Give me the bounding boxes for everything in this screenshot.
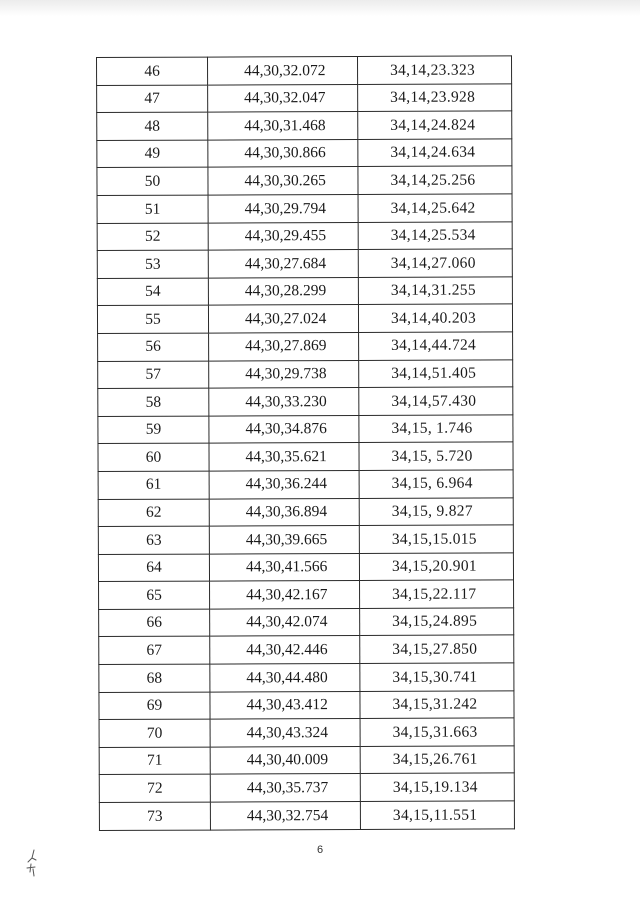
table-row — [99, 691, 514, 720]
coordinate-y-cell: 34,15,24.895 — [360, 608, 514, 636]
table-row — [99, 580, 514, 609]
point-number-cell: 50 — [97, 167, 208, 195]
point-number-cell: 51 — [97, 195, 208, 223]
coordinate-y-cell: 34,14,24.824 — [358, 111, 512, 139]
coordinate-x-cell: 44,30,36.894 — [209, 498, 359, 526]
coordinate-x-cell: 44,30,42.074 — [210, 608, 360, 636]
table-row — [98, 359, 513, 388]
table-row — [98, 470, 513, 499]
table-row — [97, 166, 512, 195]
point-number-cell: 62 — [98, 499, 209, 527]
point-number-cell: 65 — [99, 581, 210, 609]
table-row — [98, 332, 513, 361]
coordinate-x-cell: 44,30,32.072 — [208, 56, 358, 84]
coordinate-y-cell: 34,14,25.642 — [358, 194, 512, 222]
coordinate-x-cell: 44,30,41.566 — [209, 553, 359, 581]
table-row — [98, 553, 513, 582]
coordinate-x-cell: 44,30,29.738 — [209, 360, 359, 388]
coordinate-y-cell: 34,14,57.430 — [359, 387, 513, 415]
coordinate-y-cell: 34,14,44.724 — [359, 332, 513, 360]
point-number-cell: 52 — [97, 223, 208, 251]
coordinate-x-cell: 44,30,39.665 — [209, 526, 359, 554]
table-row — [97, 194, 512, 223]
point-number-cell: 66 — [99, 609, 210, 637]
coordinate-y-cell: 34,14,24.634 — [358, 139, 512, 167]
table-row — [98, 497, 513, 526]
table-row — [99, 635, 514, 664]
table-row — [98, 415, 513, 444]
coordinates-table-body — [97, 56, 515, 830]
table-row — [97, 221, 512, 250]
coordinate-x-cell: 44,30,30.265 — [208, 167, 358, 195]
coordinate-x-cell: 44,30,40.009 — [210, 746, 360, 774]
table-row — [98, 387, 513, 416]
coordinate-x-cell: 44,30,27.684 — [208, 250, 358, 278]
coordinate-y-cell: 34,15,27.850 — [360, 635, 514, 663]
coordinate-y-cell: 34,15, 9.827 — [359, 497, 513, 525]
coordinate-x-cell: 44,30,31.468 — [208, 112, 358, 140]
point-number-cell: 54 — [97, 278, 208, 306]
coordinates-table — [96, 55, 515, 830]
coordinate-y-cell: 34,14,23.323 — [358, 56, 512, 84]
table-row — [97, 56, 512, 85]
table-row — [97, 277, 512, 306]
point-number-cell: 73 — [99, 802, 210, 830]
point-number-cell: 61 — [98, 471, 209, 499]
point-number-cell: 67 — [99, 637, 210, 665]
coordinate-x-cell: 44,30,27.024 — [208, 305, 358, 333]
coordinate-x-cell: 44,30,43.412 — [210, 691, 360, 719]
coordinate-x-cell: 44,30,36.244 — [209, 470, 359, 498]
coordinate-y-cell: 34,14,40.203 — [358, 304, 512, 332]
table-row — [99, 663, 514, 692]
table-row — [98, 442, 513, 471]
coordinate-y-cell: 34,15, 6.964 — [359, 470, 513, 498]
table-row — [98, 525, 513, 554]
point-number-cell: 72 — [99, 775, 210, 803]
coordinate-y-cell: 34,14,27.060 — [358, 249, 512, 277]
coordinate-x-cell: 44,30,43.324 — [210, 719, 360, 747]
point-number-cell: 68 — [99, 664, 210, 692]
coordinate-y-cell: 34,15,31.242 — [360, 691, 514, 719]
coordinate-x-cell: 44,30,28.299 — [208, 277, 358, 305]
point-number-cell: 57 — [98, 361, 209, 389]
coordinate-x-cell: 44,30,27.869 — [209, 332, 359, 360]
coordinate-y-cell: 34,15,11.551 — [360, 801, 514, 829]
coordinate-y-cell: 34,15, 5.720 — [359, 442, 513, 470]
table-row — [99, 608, 514, 637]
coordinate-y-cell: 34,15,19.134 — [360, 773, 514, 801]
coordinate-x-cell: 44,30,42.167 — [210, 581, 360, 609]
coordinate-x-cell: 44,30,34.876 — [209, 415, 359, 443]
coordinate-y-cell: 34,15, 1.746 — [359, 415, 513, 443]
table-row — [99, 746, 514, 775]
point-number-cell: 63 — [98, 526, 209, 554]
point-number-cell: 58 — [98, 388, 209, 416]
coordinate-y-cell: 34,14,23.928 — [358, 83, 512, 111]
table-row — [97, 304, 512, 333]
point-number-cell: 64 — [98, 554, 209, 582]
coordinate-x-cell: 44,30,29.794 — [208, 194, 358, 222]
point-number-cell: 71 — [99, 747, 210, 775]
point-number-cell: 56 — [98, 333, 209, 361]
page-number: 6 — [316, 844, 324, 856]
coordinate-y-cell: 34,15,31.663 — [360, 718, 514, 746]
table-row — [97, 83, 512, 112]
coordinate-x-cell: 44,30,30.866 — [208, 139, 358, 167]
coordinate-x-cell: 44,30,32.754 — [210, 802, 360, 830]
coordinate-y-cell: 34,15,22.117 — [360, 580, 514, 608]
coordinate-x-cell: 44,30,42.446 — [210, 636, 360, 664]
scan-edge-shadow — [0, 0, 640, 16]
coordinate-x-cell: 44,30,35.621 — [209, 443, 359, 471]
point-number-cell: 46 — [97, 57, 208, 85]
point-number-cell: 53 — [97, 250, 208, 278]
coordinate-x-cell: 44,30,32.047 — [208, 84, 358, 112]
coordinate-x-cell: 44,30,33.230 — [209, 388, 359, 416]
table-row — [99, 773, 514, 802]
coordinate-y-cell: 34,15,26.761 — [360, 746, 514, 774]
point-number-cell: 47 — [97, 85, 208, 113]
coordinate-y-cell: 34,15,15.015 — [359, 525, 513, 553]
coordinate-x-cell: 44,30,44.480 — [210, 664, 360, 692]
point-number-cell: 48 — [97, 112, 208, 140]
coordinate-x-cell: 44,30,35.737 — [210, 774, 360, 802]
point-number-cell: 69 — [99, 692, 210, 720]
coordinate-y-cell: 34,14,31.255 — [358, 277, 512, 305]
coordinate-x-cell: 44,30,29.455 — [208, 222, 358, 250]
table-row — [99, 801, 514, 830]
handwritten-mark-icon — [22, 848, 44, 878]
point-number-cell: 49 — [97, 140, 208, 168]
table-row — [97, 111, 512, 140]
point-number-cell: 60 — [98, 443, 209, 471]
coordinate-y-cell: 34,14,25.256 — [358, 166, 512, 194]
table-row — [99, 718, 514, 747]
point-number-cell: 70 — [99, 719, 210, 747]
table-row — [97, 249, 512, 278]
coordinate-y-cell: 34,15,30.741 — [360, 663, 514, 691]
coordinate-y-cell: 34,15,20.901 — [359, 553, 513, 581]
table-row — [97, 139, 512, 168]
coordinate-y-cell: 34,14,51.405 — [359, 359, 513, 387]
coordinate-y-cell: 34,14,25.534 — [358, 221, 512, 249]
point-number-cell: 55 — [97, 305, 208, 333]
point-number-cell: 59 — [98, 416, 209, 444]
